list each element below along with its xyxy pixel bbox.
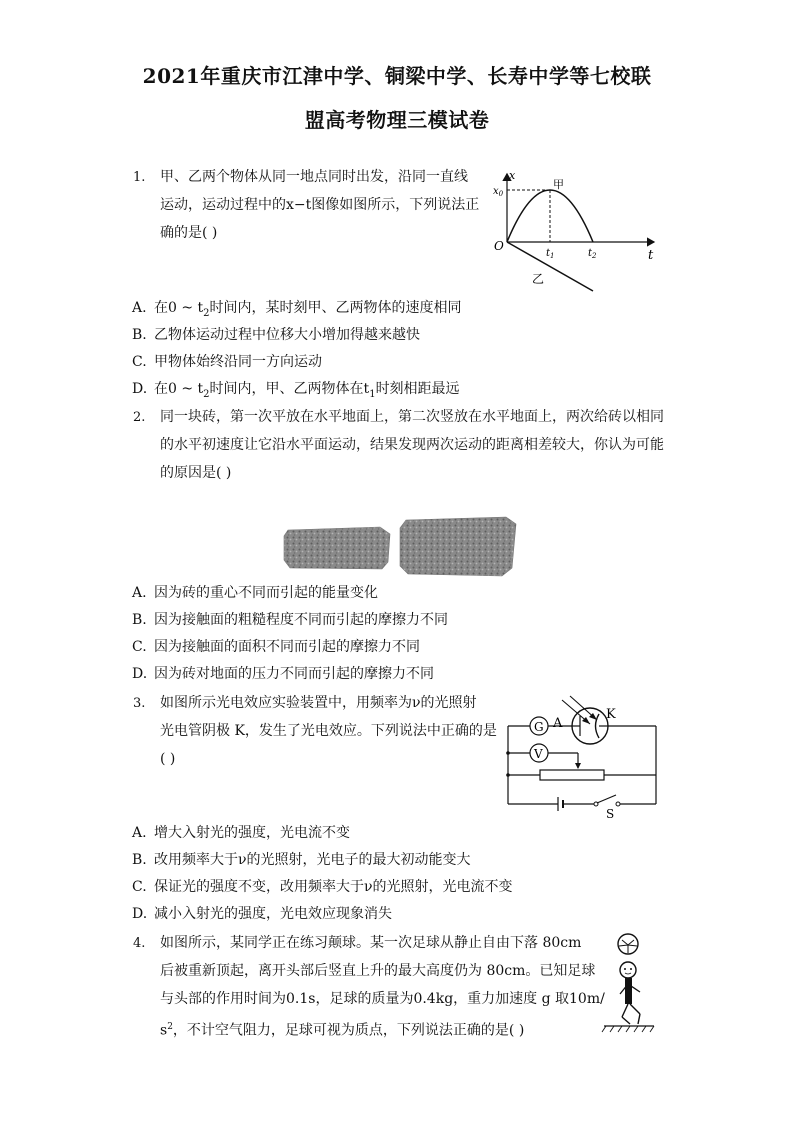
q2-option-d[interactable]: D. 因为砖对地面的压力不同而引起的摩擦力不同 bbox=[132, 666, 434, 682]
q3-option-b[interactable]: B. 改用频率大于ν的光照射，光电子的最大初动能变大 bbox=[132, 852, 471, 868]
q3-line3: ( ) bbox=[160, 751, 176, 767]
q1-label-x0: $x_0$ bbox=[493, 186, 504, 198]
q2-line2: 的水平初速度让它沿水平面运动，结果发现两次运动的距离相差较大，你认为可能 bbox=[160, 437, 664, 453]
q3-line1: 如图所示光电效应实验装置中，用频率为ν的光照射 bbox=[160, 695, 477, 711]
rheostat bbox=[540, 770, 604, 780]
student-body bbox=[625, 978, 632, 1004]
page-title-line2: 盟高考物理三模试卷 bbox=[304, 108, 490, 132]
q1-label-t1: $t_1$ bbox=[546, 248, 555, 260]
q4-number: 4. bbox=[133, 936, 146, 951]
q3-line2: 光电管阴极 K，发生了光电效应。下列说法中正确的是 bbox=[160, 723, 497, 739]
student-head bbox=[620, 962, 636, 978]
q4-line1: 如图所示，某同学正在练习颠球。某一次足球从静止自由下落 80cm bbox=[160, 935, 582, 951]
switch-s bbox=[597, 795, 616, 803]
q2-line3: 的原因是( ) bbox=[160, 465, 232, 481]
q3-circuit-figure bbox=[500, 694, 664, 820]
q4-line3: 与头部的作用时间为0.1s，足球的质量为0.4kg，重力加速度 g 取10m/ bbox=[160, 991, 605, 1007]
q2-option-b[interactable]: B. 因为接触面的粗糙程度不同而引起的摩擦力不同 bbox=[132, 612, 448, 628]
q1-number: 1. bbox=[133, 170, 146, 185]
q1-label-t2: $t_2$ bbox=[588, 248, 597, 260]
q3-label-g: G bbox=[534, 720, 544, 734]
q1-option-a[interactable]: A. 在0 ~ $t_2$时间内，某时刻甲、乙两物体的速度相同 bbox=[132, 300, 462, 319]
q1-xt-graph bbox=[488, 166, 664, 294]
q3-label-k: K bbox=[606, 707, 616, 722]
q2-bricks-figure bbox=[280, 512, 520, 580]
q1-label-origin: O bbox=[494, 239, 504, 253]
q3-label-v: V bbox=[534, 747, 543, 761]
q1-option-d[interactable]: D. 在0 ~ $t_2$时间内，甲、乙两物体在$t_1$时刻相距最远 bbox=[132, 381, 460, 400]
q4-line4: $s^2$，不计空气阻力，足球可视为质点，下列说法正确的是( ) bbox=[160, 1022, 525, 1039]
q3-label-s: S bbox=[606, 807, 615, 820]
q1-label-x: x bbox=[509, 169, 516, 182]
q1-option-c[interactable]: C. 甲物体始终沿同一方向运动 bbox=[132, 354, 322, 370]
brick-upright bbox=[400, 517, 516, 576]
q2-line1: 同一块砖，第一次平放在水平地面上，第二次竖放在水平地面上，两次给砖以相同 bbox=[160, 409, 664, 425]
q1-option-b[interactable]: B. 乙物体运动过程中位移大小增加得越来越快 bbox=[132, 327, 420, 343]
q2-option-c[interactable]: C. 因为接触面的面积不同而引起的摩擦力不同 bbox=[132, 639, 420, 655]
q3-option-a[interactable]: A. 增大入射光的强度，光电流不变 bbox=[132, 825, 350, 841]
q3-number: 3. bbox=[133, 696, 146, 711]
brick-flat bbox=[284, 527, 390, 569]
q2-number: 2. bbox=[133, 410, 146, 425]
q1-line3: 确的是( ) bbox=[160, 225, 218, 241]
q2-option-a[interactable]: A. 因为砖的重心不同而引起的能量变化 bbox=[132, 585, 378, 601]
q3-option-c[interactable]: C. 保证光的强度不变，改用频率大于ν的光照射，光电流不变 bbox=[132, 879, 513, 895]
q1-label-jia: 甲 bbox=[553, 178, 564, 191]
q3-label-a: A bbox=[553, 716, 563, 731]
q3-option-d[interactable]: D. 减小入射光的强度，光电效应现象消失 bbox=[132, 906, 392, 922]
q4-juggler-figure bbox=[600, 932, 656, 1036]
page-title-line1: 2021年重庆市江津中学、铜梁中学、长寿中学等七校联 bbox=[142, 64, 652, 88]
q4-line2: 后被重新顶起，离开头部后竖直上升的最大高度仍为 80cm。已知足球 bbox=[160, 963, 596, 979]
q1-label-yi: 乙 bbox=[532, 272, 545, 286]
q1-label-t: t bbox=[648, 248, 654, 263]
q1-line1: 甲、乙两个物体从同一地点同时出发，沿同一直线 bbox=[160, 169, 468, 185]
q1-line2: 运动，运动过程中的x−t图像如图所示，下列说法正 bbox=[160, 197, 480, 213]
